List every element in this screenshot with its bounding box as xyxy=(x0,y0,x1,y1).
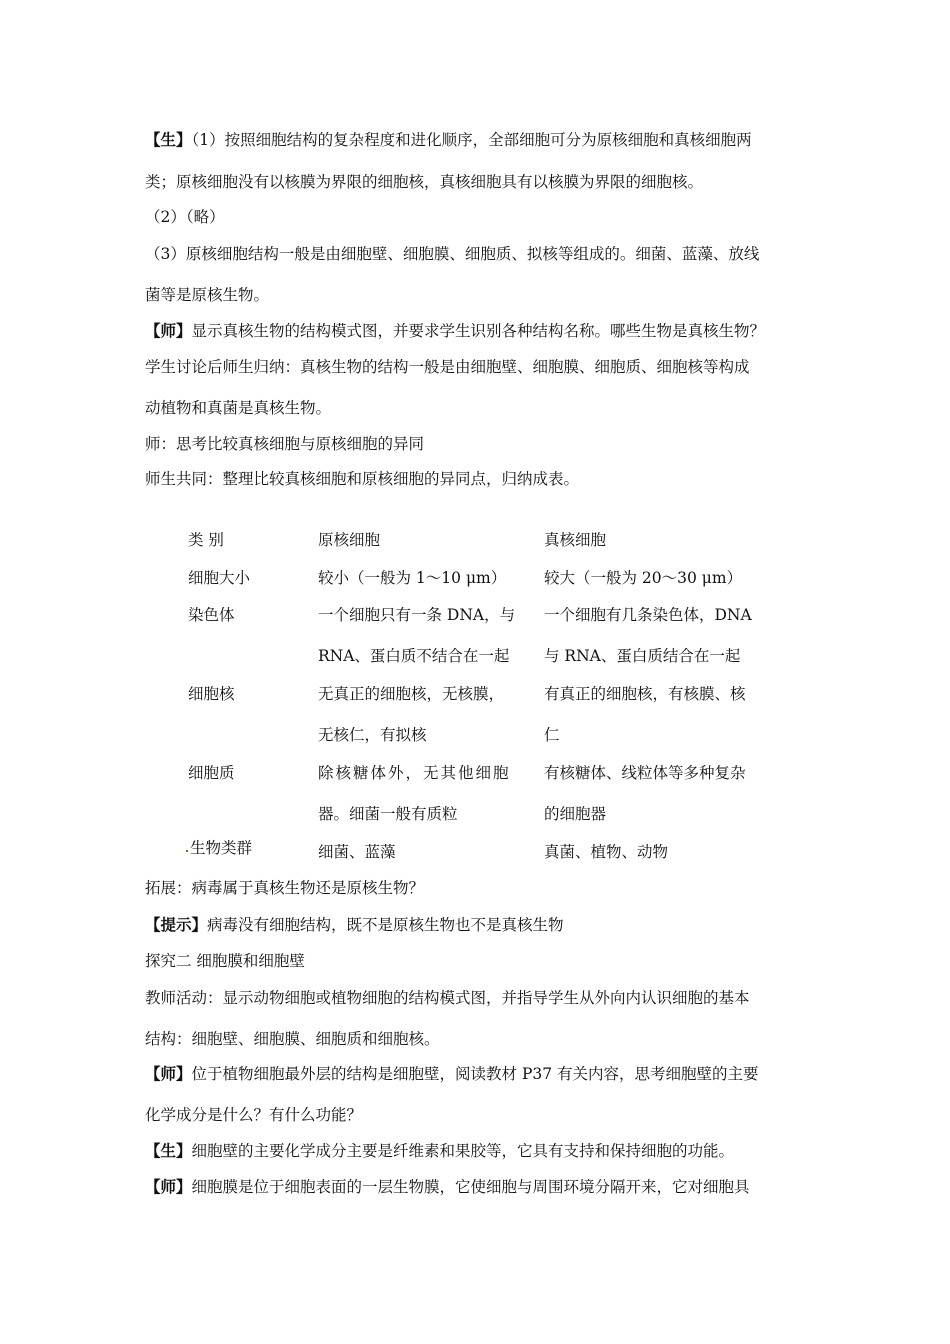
paragraph-line xyxy=(145,1062,759,1084)
paragraph-line: 教师活动：显示动物细胞或植物细胞的结构模式图，并指导学生从外向内认识细胞的基本 xyxy=(145,989,750,1007)
table-cell-eukaryotic: 真菌、植物、动物 xyxy=(544,843,669,861)
paragraph-line: 动植物和真菌是真核生物。 xyxy=(145,399,332,417)
table-cell-prokaryotic: 除核糖体外，无其他细胞 xyxy=(318,764,511,782)
paragraph-line: （3）原核细胞结构一般是由细胞壁、细胞膜、细胞质、拟核等组成的。细菌、蓝藻、放线 xyxy=(145,245,760,263)
table-row-label: 生物类群 xyxy=(190,839,253,857)
paragraph-line xyxy=(145,913,564,935)
table-header-prokaryotic: 原核细胞 xyxy=(318,531,381,549)
table-row-label: 染色体 xyxy=(188,606,235,624)
table-cell-eukaryotic: 与 RNA、蛋白质结合在一起 xyxy=(544,647,741,665)
paragraph-line: 师生共同：整理比较真核细胞和原核细胞的异同点，归纳成表。 xyxy=(145,470,580,488)
paragraph-line xyxy=(145,128,752,150)
stray-mark xyxy=(186,850,188,852)
table-cell-eukaryotic: 的细胞器 xyxy=(544,805,607,823)
section-heading: 探究二 细胞膜和细胞壁 xyxy=(145,952,305,970)
table-cell-eukaryotic: 有真正的细胞核，有核膜、核 xyxy=(544,685,746,703)
paragraph-line: 师：思考比较真核细胞与原核细胞的异同 xyxy=(145,435,425,453)
table-cell-prokaryotic: 无核仁，有拟核 xyxy=(318,726,427,744)
table-cell-prokaryotic: RNA、蛋白质不结合在一起 xyxy=(318,647,510,665)
paragraph-line xyxy=(145,1139,734,1161)
paragraph-line: 结构：细胞壁、细胞膜、细胞质和细胞核。 xyxy=(145,1030,440,1048)
paragraph-text: 细胞膜是位于细胞表面的一层生物膜，它使细胞与周围环境分隔开来，它对细胞具 xyxy=(191,1178,750,1196)
paragraph-line xyxy=(145,319,765,341)
paragraph-line: 拓展：病毒属于真核生物还是原核生物？ xyxy=(145,879,425,897)
paragraph-text: 位于植物细胞最外层的结构是细胞壁，阅读教材 P37 有关内容，思考细胞壁的主要 xyxy=(191,1065,759,1083)
paragraph-line: （2）（略） xyxy=(145,208,225,226)
table-cell-prokaryotic: 无真正的细胞核，无核膜， xyxy=(318,685,505,703)
table-cell-eukaryotic: 有核糖体、线粒体等多种复杂 xyxy=(544,764,746,782)
paragraph-text: 显示真核生物的结构模式图，并要求学生识别各种结构名称。哪些生物是真核生物？ xyxy=(191,322,766,340)
table-cell-eukaryotic: 一个细胞有几条染色体，DNA xyxy=(544,606,752,624)
speaker-tag: 【师】 xyxy=(145,1177,192,1196)
table-cell-prokaryotic: 器。细菌一般有质粒 xyxy=(318,805,458,823)
table-row-label: 细胞质 xyxy=(188,764,235,782)
table-header-eukaryotic: 真核细胞 xyxy=(544,531,607,549)
paragraph-line: 学生讨论后师生归纳：真核生物的结构一般是由细胞壁、细胞膜、细胞质、细胞核等构成 xyxy=(145,358,750,376)
table-header-category: 类 别 xyxy=(188,531,224,549)
paragraph-text: 病毒没有细胞结构，既不是原核生物也不是真核生物 xyxy=(207,916,564,934)
paragraph-text: （1）按照细胞结构的复杂程度和进化顺序，全部细胞可分为原核细胞和真核细胞两 xyxy=(191,131,752,149)
speaker-tag: 【生】 xyxy=(145,1141,192,1160)
table-row-label: 细胞核 xyxy=(188,685,235,703)
speaker-tag: 【提示】 xyxy=(145,915,208,934)
paragraph-line: 菌等是原核生物。 xyxy=(145,286,270,304)
speaker-tag: 【师】 xyxy=(145,321,192,340)
table-cell-eukaryotic: 仁 xyxy=(544,726,560,744)
speaker-tag: 【生】 xyxy=(145,130,192,149)
paragraph-line xyxy=(145,1175,750,1197)
paragraph-line: 类；原核细胞没有以核膜为界限的细胞核，真核细胞具有以核膜为界限的细胞核。 xyxy=(145,173,704,191)
table-cell-prokaryotic: 较小（一般为 1～10 μm） xyxy=(318,569,507,587)
paragraph-line: 化学成分是什么？有什么功能？ xyxy=(145,1106,363,1124)
table-cell-prokaryotic: 细菌、蓝藻 xyxy=(318,843,396,861)
table-cell-prokaryotic: 一个细胞只有一条 DNA，与 xyxy=(318,606,516,624)
speaker-tag: 【师】 xyxy=(145,1064,192,1083)
paragraph-text: 细胞壁的主要化学成分主要是纤维素和果胶等，它具有支持和保持细胞的功能。 xyxy=(191,1142,735,1160)
table-row-label: 细胞大小 xyxy=(188,569,251,587)
table-cell-eukaryotic: 较大（一般为 20～30 μm） xyxy=(544,569,743,587)
